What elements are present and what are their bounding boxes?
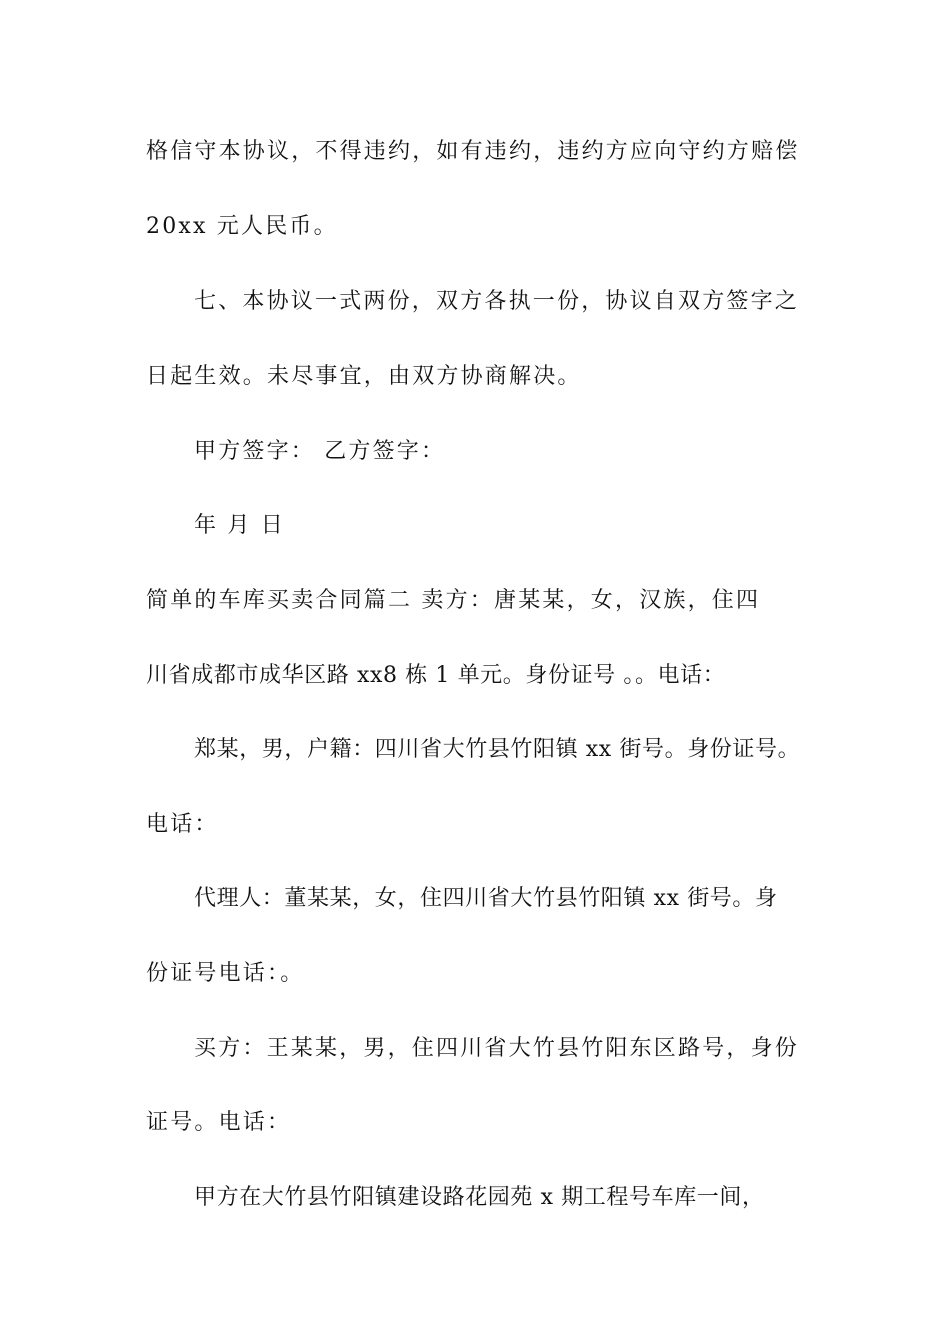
text-line-4: 日起生效。未尽事宜，由双方协商解决。 [146,364,582,389]
text-line-1: 格信守本协议，不得违约，如有违约，违约方应向守约方赔偿 [146,139,800,164]
signature-line: 甲方签字： 乙方签字： [194,439,446,464]
text-line-8: 川省成都市成华区路 xx8 栋 1 单元。身份证号 。。电话： [146,663,726,688]
text-line-13: 买方：王某某，男，住四川省大竹县竹阳东区路号，身份 [194,1036,800,1061]
text-line-2: 20xx 元人民币。 [146,214,338,239]
text-line-14: 证号。电话： [146,1110,292,1135]
text-line-11: 代理人：董某某，女，住四川省大竹县竹阳镇 xx 街号。身 [194,886,778,911]
text-line-15: 甲方在大竹县竹阳镇建设路花园苑 x 期工程号车库一间， [194,1185,765,1210]
text-line-9: 郑某，男，户籍：四川省大竹县竹阳镇 xx 街号。身份证号。 [194,737,801,762]
text-line-10: 电话： [146,812,219,837]
date-line: 年 月 日 [194,513,285,538]
text-line-12: 份证号电话：。 [146,961,305,986]
text-line-3: 七、本协议一式两份，双方各执一份，协议自双方签字之 [194,289,800,314]
text-line-7: 简单的车库买卖合同篇二 卖方：唐某某，女，汉族，住四 [146,588,761,613]
